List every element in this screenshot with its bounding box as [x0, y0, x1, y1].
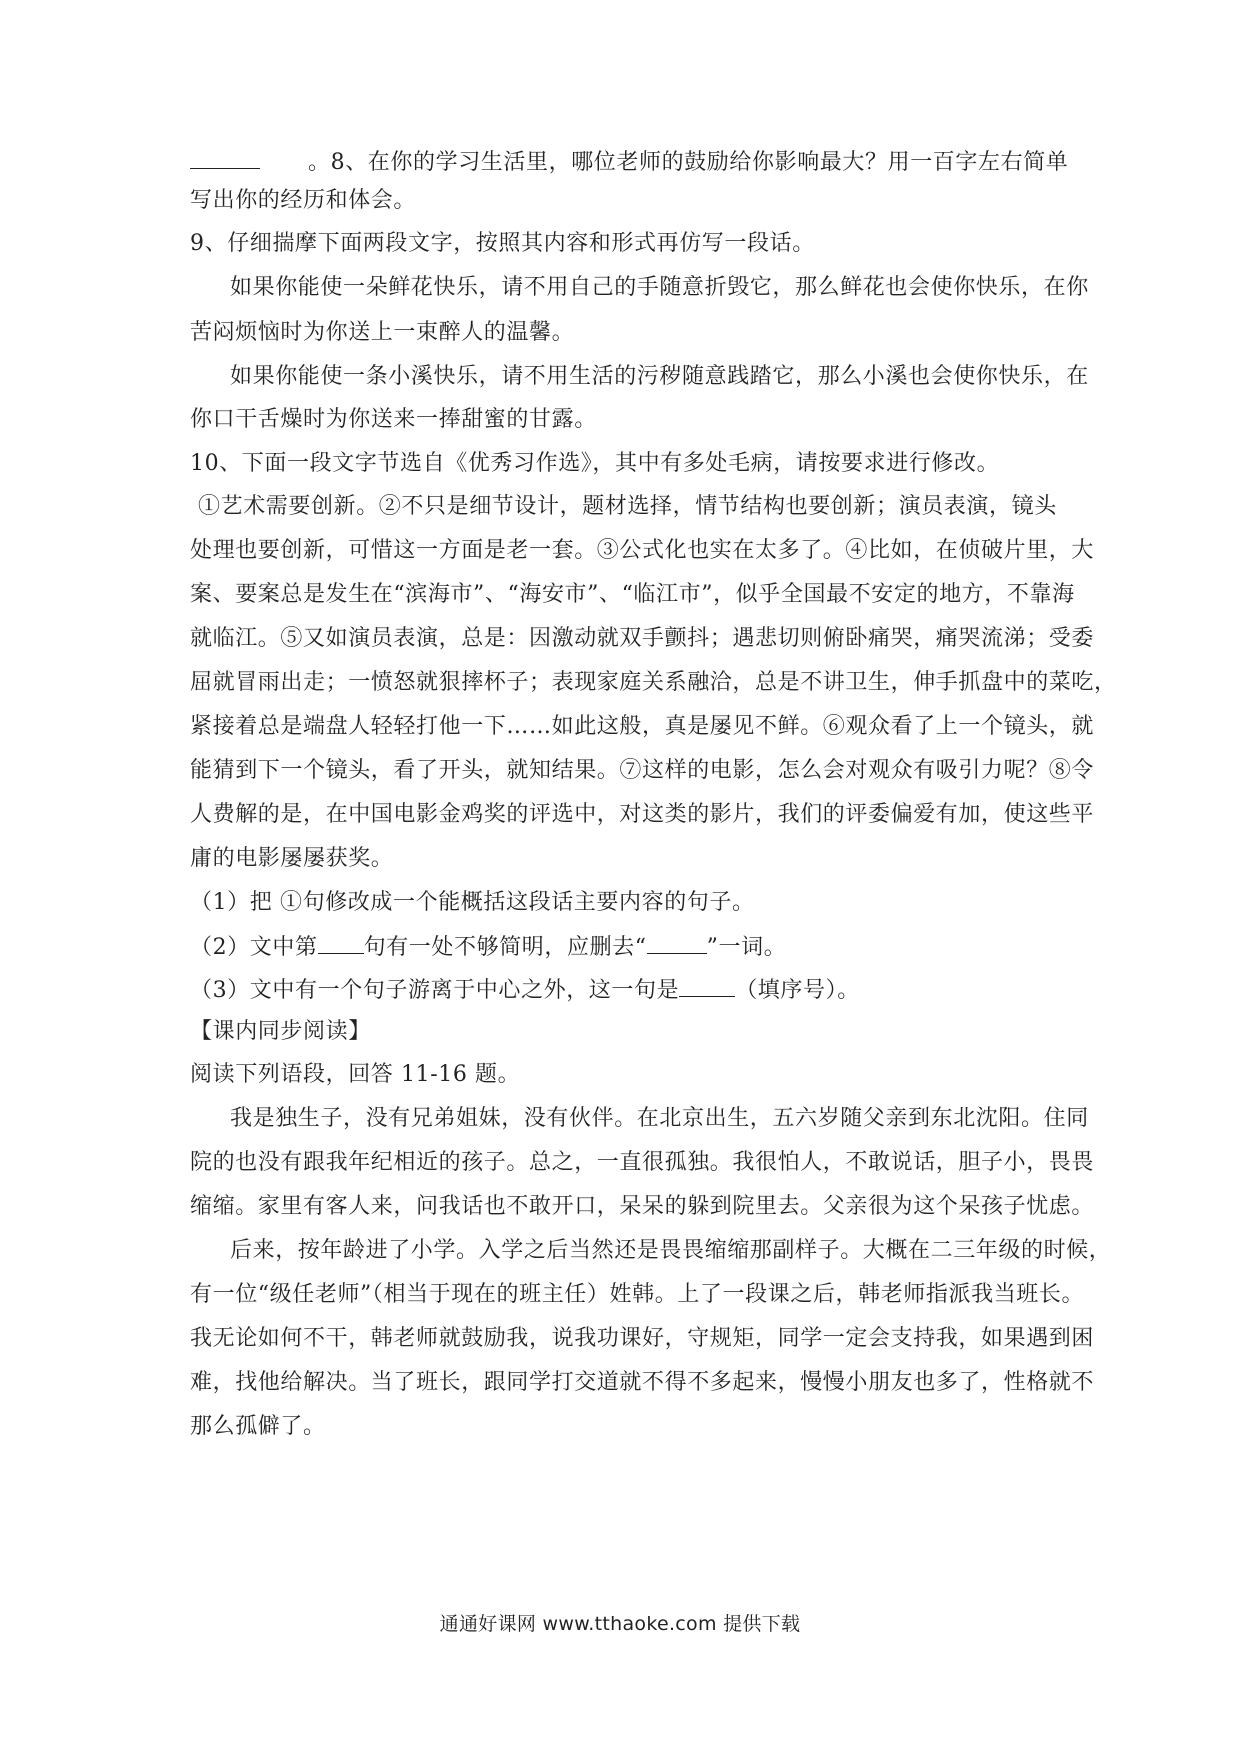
q10-sub-2	[190, 931, 1060, 963]
reading-p2-line-4: 难，找他给解决。当了班长，跟同学打交道就不得不多起来，慢慢小朋友也多了，性格就不	[190, 1370, 1095, 1395]
q9-p1-line-2: 苦闷烦恼时为你送上一束醉人的温馨。	[190, 320, 575, 345]
answer-blank	[647, 931, 707, 954]
reading-p2-line-2: 有一位“级任老师”（相当于现在的班主任）姓韩。上了一段课之后，韩老师指派我当班长。	[190, 1282, 1085, 1307]
reading-p2-line-1: 后来，按年龄进了小学。入学之后当然还是畏畏缩缩那副样子。大概在二三年级的时候，	[230, 1238, 1112, 1263]
answer-blank	[679, 974, 735, 997]
reading-p2-line-3: 我无论如何不干，韩老师就鼓励我，说我功课好，守规矩，同学一定会支持我，如果遇到困	[190, 1326, 1095, 1351]
answer-blank	[190, 146, 260, 169]
q10-title: 10、下面一段文字节选自《优秀习作选》，其中有多处毛病，请按要求进行修改。	[190, 451, 1000, 476]
q10-passage-line-2: 处理也要创新，可惜这一方面是老一套。③公式化也实在太多了。④比如，在侦破片里，大	[190, 538, 1095, 563]
q9-title: 9、仔细揣摩下面两段文字，按照其内容和形式再仿写一段话。	[190, 231, 815, 256]
q8-text: 。8、在你的学习生活里，哪位老师的鼓励给你影响最大？用一百字左右简单	[308, 150, 1069, 175]
q10-passage-line-3: 案、要案总是发生在“滨海市”、“海安市”、“临江市”，似乎全国最不安定的地方，不靠海	[190, 582, 1075, 607]
q10-passage-line-4: 就临江。⑤又如演员表演，总是：因激动就双手颤抖；遇悲切则俯卧痛哭，痛哭流涕；受委	[190, 626, 1095, 651]
answer-blank	[318, 931, 364, 954]
q10-sub-1: （1）把 ①句修改成一个能概括这段话主要内容的句子。	[190, 890, 755, 915]
q10-passage-line-8: 人费解的是，在中国电影金鸡奖的评选中，对这类的影片，我们的评委偏爱有加，使这些平	[190, 802, 1095, 827]
q10-sub-3-text-b: （填序号）。	[735, 978, 860, 1003]
q10-sub-3	[190, 974, 1060, 1006]
q10-sub-2-text-b: 句有一处不够简明，应删去“	[363, 935, 647, 960]
q10-passage-line-5: 屈就冒雨出走；一愤怒就狠摔杯子；表现家庭关系融洽，总是不讲卫生，伸手抓盘中的菜吃，	[190, 670, 1117, 695]
q10-sub-2-text-c: ”一词。	[706, 935, 787, 960]
q10-passage-line-9: 庸的电影屡屡获奖。	[190, 846, 394, 871]
q8-line-1	[190, 146, 1069, 178]
q10-passage-line-7: 能猜到下一个镜头，看了开头，就知结果。⑦这样的电影，怎么会对观众有吸引力呢？⑧令	[190, 758, 1095, 783]
q9-p1-line-1: 如果你能使一朵鲜花快乐，请不用自己的手随意折毁它，那么鲜花也会使你快乐，在你	[230, 275, 1089, 300]
reading-p1-line-1: 我是独生子，没有兄弟姐妹，没有伙伴。在北京出生，五六岁随父亲到东北沈阳。住同	[230, 1106, 1089, 1131]
q9-p2-line-2: 你口干舌燥时为你送来一捧甜蜜的甘露。	[190, 407, 597, 432]
reading-p1-line-2: 院的也没有跟我年纪相近的孩子。总之，一直很孤独。我很怕人，不敢说话，胆子小，畏畏	[190, 1150, 1095, 1175]
section-heading: 【课内同步阅读】	[190, 1019, 371, 1044]
q8-line-2: 写出你的经历和体会。	[190, 188, 417, 213]
reading-p1-line-3: 缩缩。家里有客人来，问我话也不敢开口，呆呆的躲到院里去。父亲很为这个呆孩子忧虑。	[190, 1194, 1095, 1219]
q9-p2-line-1: 如果你能使一条小溪快乐，请不用生活的污秽随意践踏它，那么小溪也会使你快乐，在	[230, 364, 1089, 389]
q10-sub-3-text-a: （3）文中有一个句子游离于中心之外，这一句是	[190, 978, 680, 1003]
page-footer: 通通好课网 www.tthaoke.com 提供下载	[439, 1613, 801, 1635]
reading-p2-line-5: 那么孤僻了。	[190, 1414, 326, 1439]
q10-sub-2-text-a: （2）文中第	[190, 935, 318, 960]
q10-passage-line-6: 紧接着总是端盘人轻轻打他一下……如此这般，真是屡见不鲜。⑥观众看了上一个镜头，就	[190, 714, 1095, 739]
q10-passage-line-1: ①艺术需要创新。②不只是细节设计，题材选择，情节结构也要创新；演员表演，镜头	[198, 494, 1057, 519]
reading-instruction: 阅读下列语段，回答 11-16 题。	[190, 1062, 521, 1087]
